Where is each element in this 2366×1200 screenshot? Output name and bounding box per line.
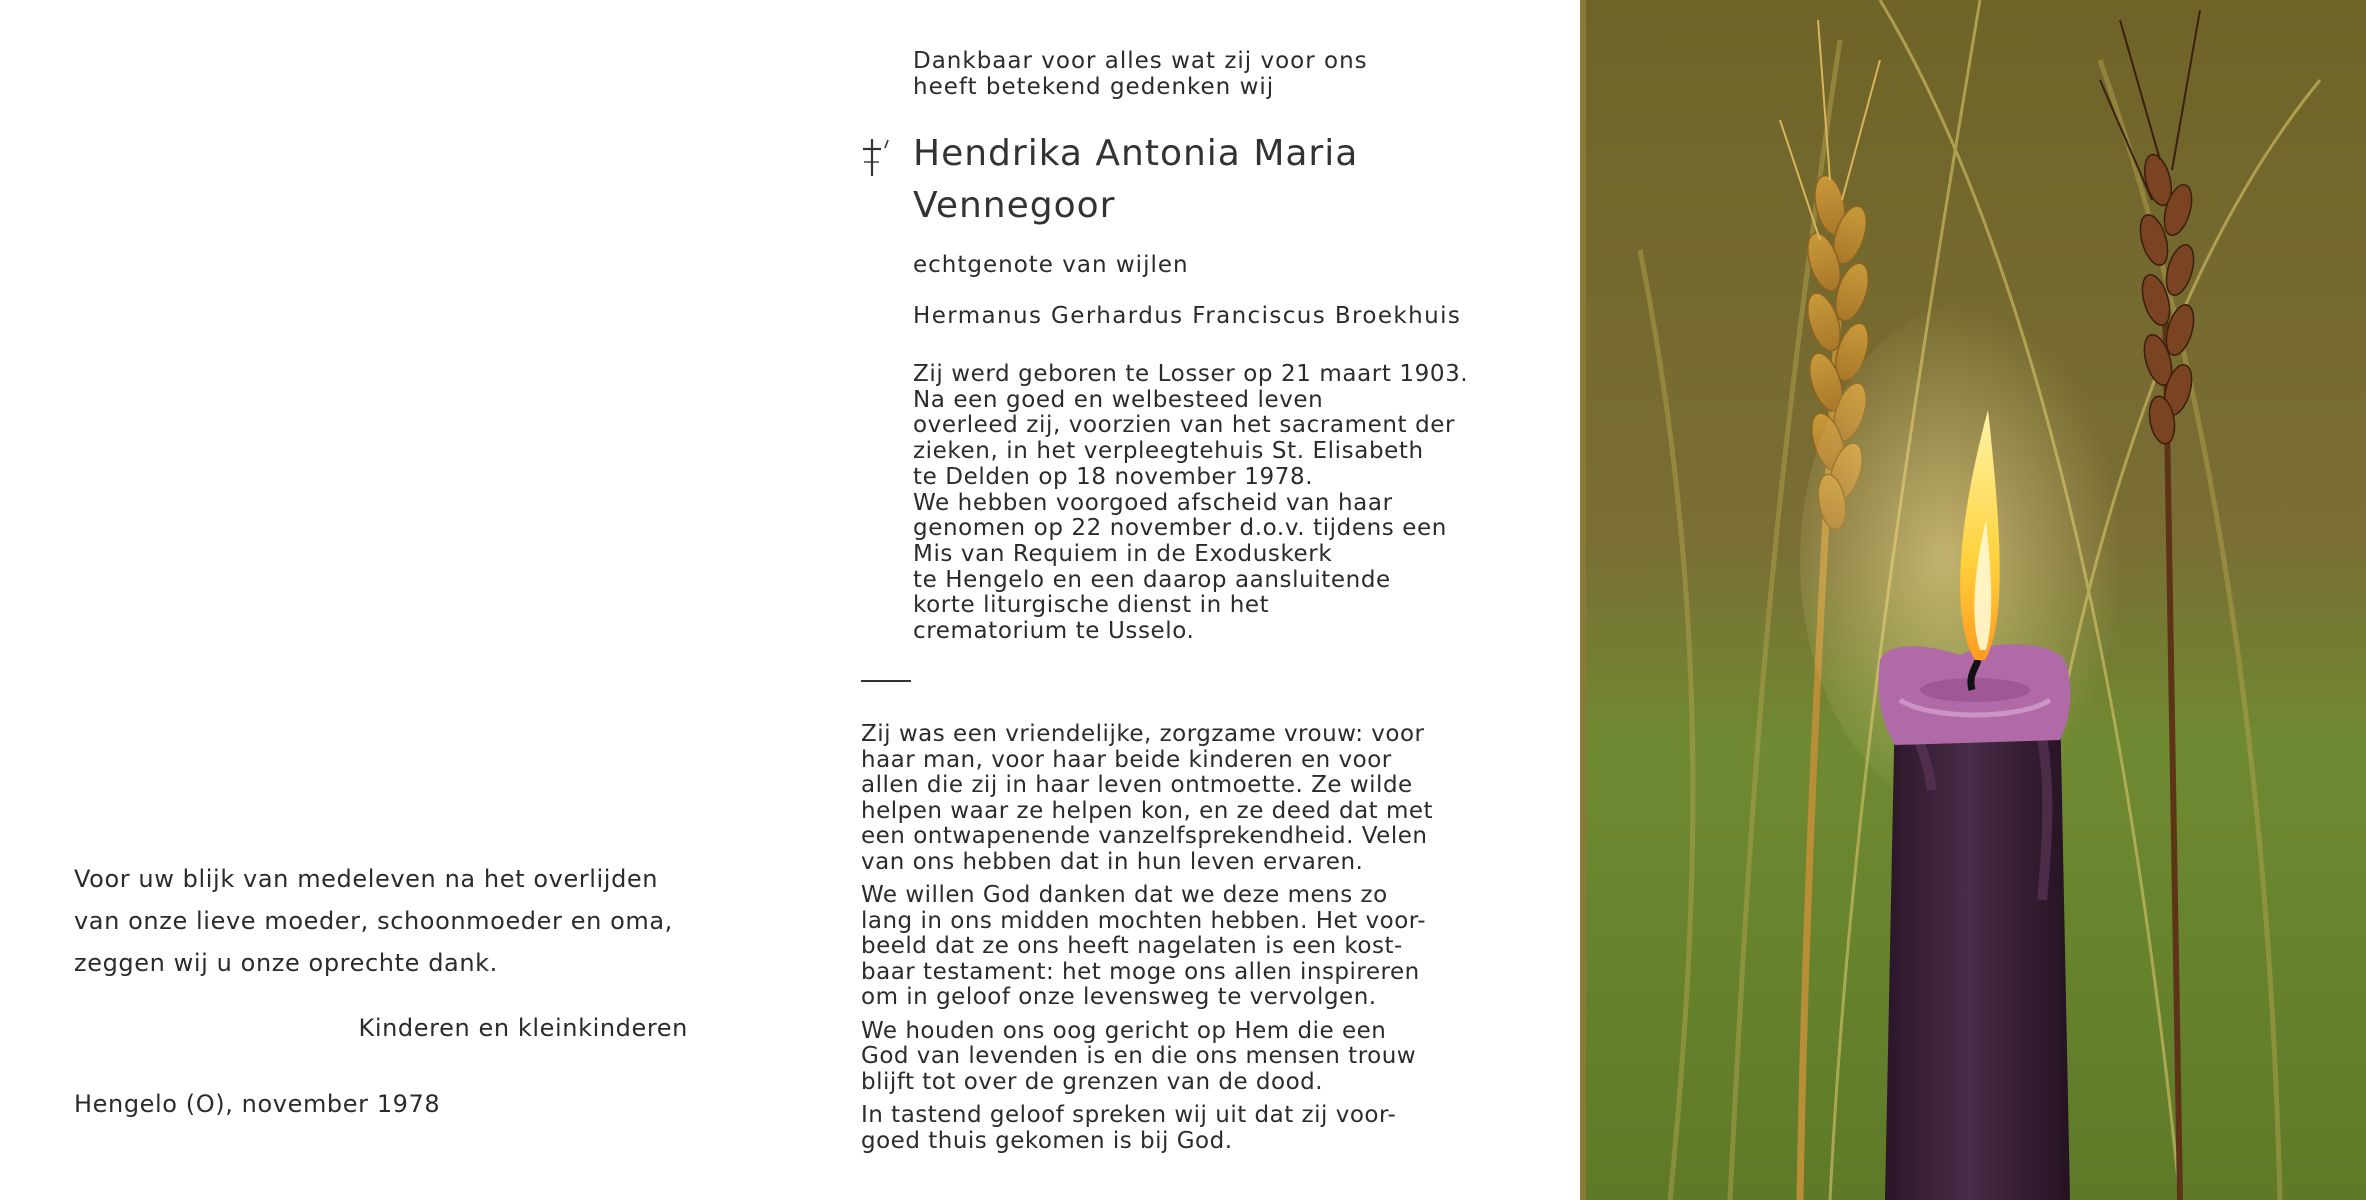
- left-panel: [0, 0, 780, 1200]
- tribute-line: helpen waar ze helpen kon, en ze deed dat met: [861, 797, 1434, 824]
- tribute-line: We houden ons oog gericht op Hem die een: [861, 1017, 1387, 1044]
- thanks-line: Voor uw blijk van medeleven na het overlijden: [74, 865, 659, 893]
- thanks-line: zeggen wij u onze oprechte dank.: [74, 949, 498, 977]
- bio-line: genomen op 22 november d.o.v. tijdens een: [913, 515, 1447, 542]
- name-line: Vennegoor: [913, 185, 1116, 226]
- photo-panel: [1580, 0, 2366, 1200]
- middle-panel: [780, 0, 1580, 1200]
- intro-line: Dankbaar voor alles wat zij voor ons: [913, 48, 1368, 74]
- tribute-paragraph: [861, 722, 1511, 875]
- tribute-line: blijft tot over de grenzen van de dood.: [861, 1068, 1324, 1095]
- bio-line: zieken, in het verpleegtehuis St. Elisabeth: [913, 438, 1424, 465]
- bio-line: korte liturgische dienst in het: [913, 592, 1270, 619]
- signature: Kinderen en kleinkinderen: [358, 1014, 688, 1042]
- tribute-line: om in geloof onze levensweg te vervolgen.: [861, 984, 1377, 1010]
- tribute-line: In tastend geloof spreken wij uit dat zij voor-: [861, 1102, 1397, 1128]
- tribute-text: [861, 722, 1511, 1162]
- bio-line: We hebben voorgoed afscheid van haar: [913, 489, 1393, 516]
- thanks-line: van onze lieve moeder, schoonmoeder en oma,: [74, 907, 673, 935]
- tribute-line: beeld dat ze ons heeft nagelaten is een kost-: [861, 933, 1403, 959]
- bio-line: Mis van Requiem in de Exoduskerk: [913, 540, 1333, 567]
- tribute-line: lang in ons midden mochten hebben. Het voor-: [861, 907, 1427, 934]
- intro-text: [913, 48, 1433, 100]
- tribute-line: Zij was een vriendelijke, zorgzame vrouw: voor: [861, 721, 1425, 747]
- spouse-label: echtgenote van wijlen: [913, 252, 1189, 278]
- tribute-paragraph: [861, 1103, 1511, 1154]
- tribute-line: van ons hebben dat in hun leven ervaren.: [861, 848, 1364, 875]
- bio-line: crematorium te Usselo.: [913, 618, 1195, 645]
- biography: [913, 362, 1513, 645]
- bio-line: te Hengelo en een daarop aansluitende: [913, 566, 1391, 593]
- cross-icon: [860, 136, 894, 178]
- bio-line: overleed zij, voorzien van het sacrament der: [913, 412, 1456, 439]
- tribute-line: goed thuis gekomen is bij God.: [861, 1127, 1233, 1154]
- spouse-name: Hermanus Gerhardus Franciscus Broekhuis: [913, 303, 1462, 329]
- tribute-paragraph: [861, 1019, 1511, 1096]
- name-line: Hendrika Antonia Maria: [913, 133, 1359, 174]
- bio-line: Na een goed en welbesteed leven: [913, 386, 1324, 413]
- tribute-line: baar testament: het moge ons allen inspireren: [861, 958, 1420, 985]
- tribute-paragraph: [861, 883, 1511, 1011]
- bio-line: Zij werd geboren te Losser op 21 maart 1903.: [913, 361, 1469, 387]
- tribute-line: een ontwapenende vanzelfsprekendheid. Velen: [861, 823, 1428, 849]
- intro-line: heeft betekend gedenken wij: [913, 74, 1275, 100]
- bio-line: te Delden op 18 november 1978.: [913, 463, 1314, 490]
- tribute-line: allen die zij in haar leven ontmoette. Ze wilde: [861, 772, 1413, 798]
- tribute-line: haar man, voor haar beide kinderen en voor: [861, 746, 1392, 773]
- tribute-line: God van levenden is en die ons mensen trouw: [861, 1043, 1417, 1069]
- section-divider: [861, 680, 911, 682]
- candle-wheat-photo: [1580, 0, 2366, 1200]
- deceased-name: [913, 128, 1513, 232]
- place-date: Hengelo (O), november 1978: [74, 1090, 441, 1118]
- thanks-message: [74, 858, 714, 984]
- tribute-line: We willen God danken dat we deze mens zo: [861, 882, 1388, 908]
